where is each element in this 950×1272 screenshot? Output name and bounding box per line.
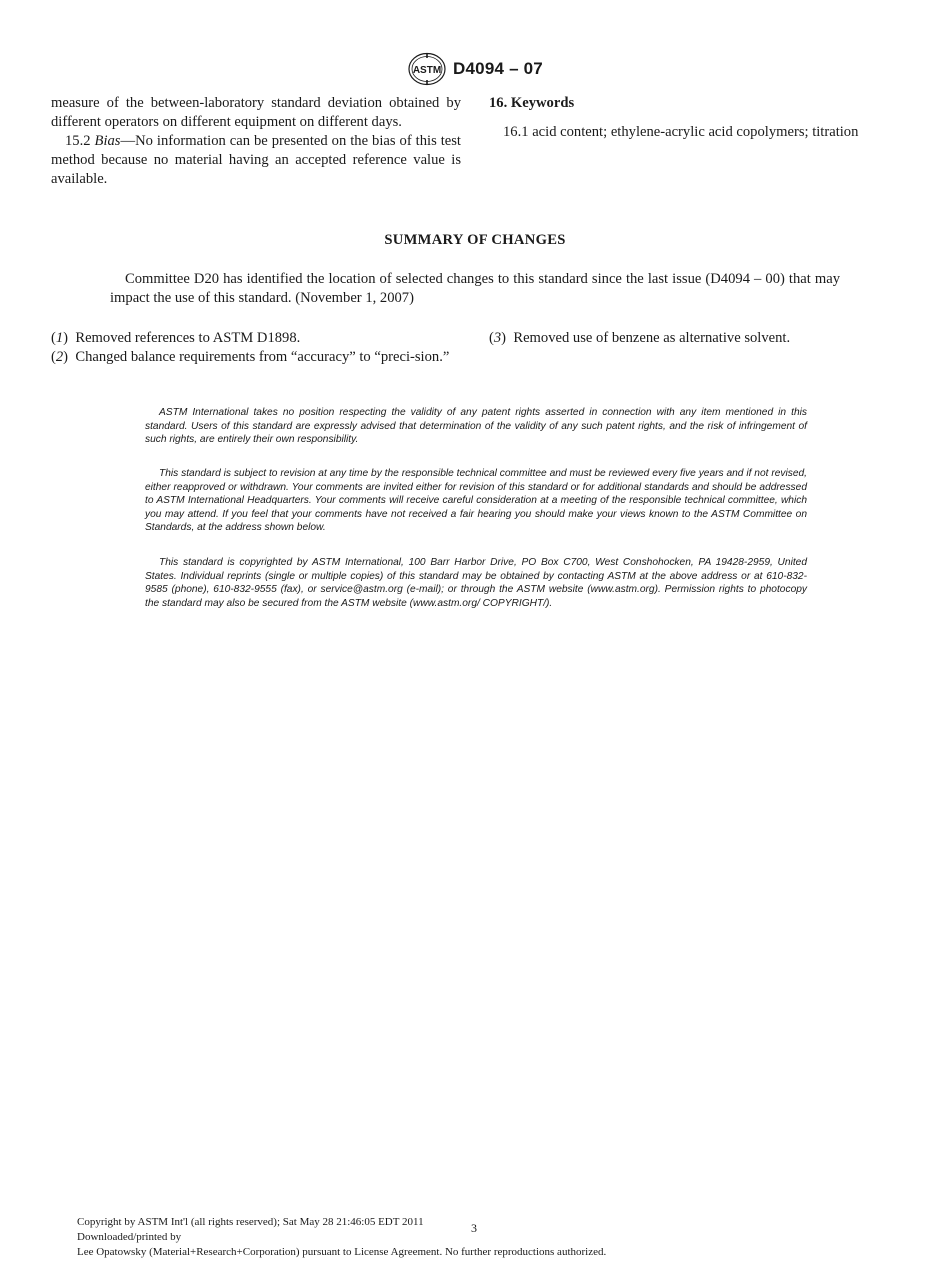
- left-column: [51, 94, 461, 189]
- footer-license-line: Lee Opatowsky (Material+Research+Corporation) pursuant to License Agreement. No further reproductions authorized.: [77, 1246, 607, 1258]
- keywords-text: acid content; ethylene-acrylic acid copolymers; titration: [532, 124, 859, 140]
- copyright-notice: This standard is copyrighted by ASTM International, 100 Barr Harbor Drive, PO Box C700, West Conshohocken, PA 19428-2959, United States. Individual reprints (single or multiple copies) of this standard may be obtained by contacting ASTM at the above address or at 610-832-9585 (phone), 610-832-9555 (fax), or service@astm.org (e-mail); or through the ASTM website (www.astm.org). Permission rights to photocopy the standard may also be secured from the ASTM website (www.astm.org/ COPYRIGHT/).: [145, 557, 807, 609]
- change-number: 1: [55, 330, 64, 346]
- page-number: 3: [471, 1221, 477, 1235]
- summary-intro: Committee D20 has identified the location of selected changes to this standard since the last issue (D4094 – 00) that may impact the use of this standard. (November 1, 2007): [110, 271, 840, 306]
- change-item: (2) Changed balance requirements from “accuracy” to “preci-sion.”: [51, 349, 450, 365]
- footer-download-line: Downloaded/printed by: [77, 1231, 182, 1243]
- change-text: Changed balance requirements from “accuracy” to “preci-sion.”: [75, 349, 450, 365]
- change-text: Removed use of benzene as alternative solvent.: [513, 330, 791, 346]
- right-column: [489, 94, 899, 142]
- page-footer: [77, 1215, 777, 1260]
- logo-text: ASTM: [412, 65, 442, 76]
- keywords-section-number: 16.1: [503, 124, 529, 140]
- change-item: (3) Removed use of benzene as alternative solvent.: [489, 330, 791, 346]
- change-text: Removed references to ASTM D1898.: [75, 330, 301, 346]
- standard-designation: D4094 – 07: [453, 59, 543, 78]
- change-number: 2: [55, 349, 64, 365]
- change-item: (1) Removed references to ASTM D1898.: [51, 330, 301, 346]
- astm-logo-icon: [407, 52, 447, 86]
- revision-notice: This standard is subject to revision at any time by the responsible technical committee and must be reviewed every five years and if not revised, either reapproved or withdrawn. Your comments are invited either for revision of this standard or for additional standards and should be addressed to ASTM International Headquarters. Your comments will receive careful consideration at a meeting of the responsible technical committee, which you may attend. If you feel that your comments have not received a fair hearing you should make your views known to the ASTM Committee on Standards, at the address shown below.: [145, 468, 807, 533]
- change-number: 3: [493, 330, 502, 346]
- changes-list-right: [489, 329, 899, 348]
- patent-notice: ASTM International takes no position respecting the validity of any patent rights asserted in connection with any item mentioned in this standard. Users of this standard are expressly advised that determination of the validity of any such patent rights, and the risk of infringement of such rights, are entirely their own responsibility.: [145, 407, 807, 445]
- bias-term: Bias: [94, 133, 121, 149]
- precision-paragraph-continued: measure of the between-laboratory standard deviation obtained by different operators on different equipment on different days.: [51, 95, 461, 130]
- footer-copyright-line: Copyright by ASTM Int'l (all rights reserved); Sat May 28 21:46:05 EDT 2011: [77, 1216, 424, 1228]
- page-header: [0, 52, 950, 86]
- changes-list-left: [51, 329, 461, 367]
- bias-paragraph: [51, 132, 461, 189]
- keywords-heading: 16. Keywords: [489, 95, 575, 111]
- bias-section-number: 15.2: [65, 133, 91, 149]
- keywords-paragraph: [489, 123, 899, 142]
- bias-text: —No information can be presented on the bias of this test method because no material having an accepted reference value is available.: [51, 133, 461, 187]
- summary-title: SUMMARY OF CHANGES: [384, 232, 566, 248]
